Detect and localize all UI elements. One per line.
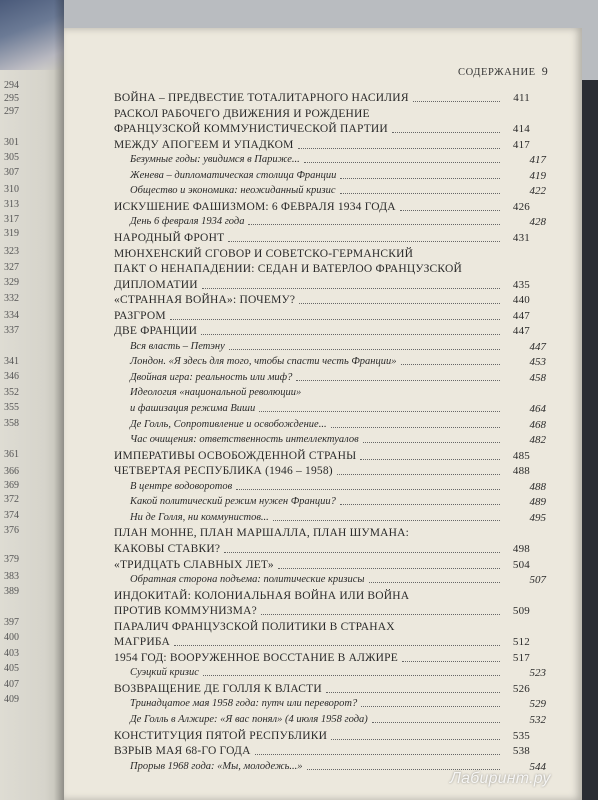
header-title: СОДЕРЖАНИЕ (458, 67, 536, 78)
left-page-number: 313 (4, 199, 19, 210)
toc-entry-title: «ТРИДЦАТЬ СЛАВНЫХ ЛЕТ» (114, 558, 274, 571)
left-page-number: 327 (4, 262, 19, 273)
toc-leader-dots (296, 380, 500, 381)
left-page-number: 323 (4, 246, 19, 257)
toc-entry (114, 450, 530, 462)
toc-leader-dots (363, 442, 500, 443)
left-page-number: 355 (4, 402, 19, 413)
left-page-number: 407 (4, 679, 19, 690)
left-page-number: 329 (4, 277, 19, 288)
toc-entry (114, 512, 546, 523)
left-page-number: 307 (4, 167, 19, 178)
toc-leader-dots (236, 489, 500, 490)
toc-entry-page: 507 (529, 574, 546, 587)
toc-entry (114, 667, 546, 678)
toc-entry (114, 605, 530, 617)
toc-entry-title: ПАРАЛИЧ ФРАНЦУЗСКОЙ ПОЛИТИКИ В СТРАНАХ (114, 620, 395, 633)
toc-entry-title: ДИПЛОМАТИИ (114, 278, 198, 291)
toc-entry-title: Де Голль в Алжире: «Я вас понял» (4 июля 1958 года) (130, 714, 368, 725)
toc-entry-title: МАГРИБА (114, 636, 171, 649)
toc-entry-title: ПАКТ О НЕНАПАДЕНИИ: СЕДАН И ВАТЕРЛОО ФРАНЦУЗСКОЙ (114, 263, 463, 276)
toc-entry (114, 403, 546, 414)
toc-leader-dots (248, 224, 500, 225)
toc-entry-title: ИНДОКИТАЙ: КОЛОНИАЛЬНАЯ ВОЙНА ИЛИ ВОЙНА (114, 589, 410, 602)
toc-entry (114, 387, 546, 398)
left-page-number: 310 (4, 184, 19, 195)
toc-entry-page: 422 (529, 185, 546, 198)
toc-entry (114, 527, 530, 539)
left-page-number: 374 (4, 510, 19, 521)
toc-leader-dots (170, 319, 500, 320)
left-page-number: 294 (4, 80, 19, 91)
toc-entry-page: 431 (512, 231, 530, 244)
toc-entry-page: 535 (512, 729, 530, 742)
left-page-number: 358 (4, 418, 19, 429)
toc-entry (114, 683, 530, 695)
toc-entry (114, 310, 530, 322)
toc-entry (114, 232, 530, 244)
toc-entry-page: 544 (529, 760, 546, 773)
toc-entry-title: Ни де Голля, ни коммунистов... (130, 511, 269, 523)
toc-entry-title: Общество и экономика: неожиданный кризис (130, 185, 336, 197)
toc-leader-dots (298, 148, 500, 149)
toc-entry (114, 154, 546, 165)
toc-leader-dots (304, 162, 500, 163)
toc-entry-page: 523 (529, 667, 546, 680)
left-page-number: 409 (4, 694, 19, 705)
labirint-watermark: Лабиринт.ру (450, 770, 551, 787)
toc-entry-title: ЧЕТВЕРТАЯ РЕСПУБЛИКА (1946 – 1958) (114, 465, 333, 478)
toc-leader-dots (337, 474, 500, 475)
toc-entry-page: 426 (512, 200, 530, 213)
toc-entry-title: Какой политический режим нужен Франции? (130, 496, 336, 508)
toc-entry (114, 745, 530, 757)
toc-entry-page: 495 (529, 511, 546, 524)
toc-entry-page: 458 (529, 371, 546, 384)
left-page-number: 295 (4, 93, 19, 104)
toc-leader-dots (201, 334, 500, 335)
toc-entry (114, 294, 530, 306)
toc-entry-page: 411 (513, 92, 530, 104)
book-cover-edge (582, 80, 598, 800)
toc-entry (114, 92, 530, 104)
toc-leader-dots (402, 661, 500, 662)
toc-entry-title: МЮНХЕНСКИЙ СГОВОР И СОВЕТСКО-ГЕРМАНСКИЙ (114, 247, 414, 260)
toc-entry (114, 248, 530, 260)
left-page-number: 369 (4, 480, 19, 491)
header-page-number: 9 (541, 64, 549, 78)
toc-entry-title: ВЗРЫВ МАЯ 68-ГО ГОДА (114, 745, 251, 758)
toc-entry-page: 447 (529, 340, 546, 353)
toc-entry-page: 488 (512, 465, 530, 478)
left-page-number: 400 (4, 632, 19, 643)
toc-leader-dots (224, 552, 500, 553)
toc-entry-title: ВОЗВРАЩЕНИЕ ДЕ ГОЛЛЯ К ВЛАСТИ (114, 682, 322, 695)
toc-leader-dots (340, 178, 500, 179)
toc-entry (114, 636, 530, 648)
toc-entry-page: 428 (529, 216, 546, 229)
toc-leader-dots (228, 241, 500, 242)
left-page-number: 366 (4, 466, 19, 477)
toc-entry-page: 464 (529, 403, 546, 415)
left-page-number: 334 (4, 310, 19, 321)
left-page-number: 361 (4, 449, 19, 460)
toc-entry-title: Де Голль, Сопротивление и освобождение... (130, 418, 327, 430)
toc-entry-title: ФРАНЦУЗСКОЙ КОММУНИСТИЧЕСКОЙ ПАРТИИ (114, 123, 388, 136)
toc-entry (114, 216, 546, 227)
toc-leader-dots (202, 288, 500, 289)
toc-entry-page: 447 (512, 325, 530, 338)
toc-entry-page: 532 (529, 714, 546, 726)
toc-entry-page: 468 (529, 418, 546, 431)
toc-entry (114, 590, 530, 602)
spine-shadow (54, 0, 64, 800)
toc-leader-dots (369, 582, 500, 583)
toc-entry (114, 543, 530, 555)
toc-entry-title: Женева – дипломатическая столица Франции (130, 169, 337, 181)
toc-entry (114, 714, 546, 725)
toc-leader-dots (331, 427, 500, 428)
toc-entry-title: ДВЕ ФРАНЦИИ (114, 325, 198, 338)
left-page-number: 332 (4, 293, 19, 304)
toc-leader-dots (392, 132, 500, 133)
toc-entry-page: 482 (529, 434, 546, 447)
toc-entry (114, 559, 530, 571)
toc-leader-dots (401, 364, 500, 365)
toc-entry-title: В центре водоворотов (130, 480, 233, 492)
toc-entry-title: и фашизация режима Виши (130, 403, 256, 414)
toc-entry (114, 434, 546, 445)
toc-entry (114, 341, 546, 352)
toc-entry-title: ИМПЕРАТИВЫ ОСВОБОЖДЕННОЙ СТРАНЫ (114, 449, 357, 462)
toc-leader-dots (299, 303, 500, 304)
left-page-number: 341 (4, 356, 19, 367)
left-page-number: 379 (4, 554, 19, 565)
left-page-number: 305 (4, 152, 19, 163)
toc-leader-dots (273, 520, 500, 521)
toc-entry (114, 108, 530, 120)
toc-entry (114, 419, 546, 430)
toc-entry-page: 419 (529, 169, 546, 182)
running-header (458, 64, 548, 79)
toc-entry (114, 325, 530, 337)
toc-entry-title: МЕЖДУ АПОГЕЕМ И УПАДКОМ (114, 138, 294, 151)
toc-leader-dots (278, 568, 500, 569)
toc-entry-page: 447 (512, 309, 530, 322)
toc-leader-dots (255, 754, 500, 755)
left-page-number: 319 (4, 228, 19, 239)
toc-leader-dots (174, 645, 500, 646)
toc-entry-title: ПЛАН МОННЕ, ПЛАН МАРШАЛЛА, ПЛАН ШУМАНА: (114, 527, 410, 540)
toc-entry-title: Прорыв 1968 года: «Мы, молодежь...» (130, 760, 303, 772)
left-page-number: 337 (4, 325, 19, 336)
toc-entry-page: 509 (512, 605, 530, 618)
toc-entry-title: Идеология «национальной революции» (130, 387, 302, 399)
toc-entry-page: 529 (529, 698, 546, 711)
toc-leader-dots (340, 193, 500, 194)
left-page-number: 376 (4, 525, 19, 536)
left-page-number: 346 (4, 371, 19, 382)
toc-entry-page: 414 (512, 123, 530, 136)
toc-entry-title: Безумные годы: увидимся в Париже... (130, 154, 300, 166)
toc-entry-title: КАКОВЫ СТАВКИ? (114, 542, 221, 555)
toc-leader-dots (261, 614, 500, 615)
toc-entry-title: Час очищения: ответственность интеллектуалов (130, 434, 359, 446)
toc-entry-title: ПРОТИВ КОММУНИЗМА? (114, 605, 257, 618)
left-page-number: 397 (4, 617, 19, 628)
toc-entry-title: НАРОДНЫЙ ФРОНТ (114, 231, 225, 244)
toc-entry-page: 538 (512, 745, 530, 758)
toc-entry (114, 465, 530, 477)
toc-entry-page: 417 (512, 138, 530, 151)
toc-leader-dots (360, 459, 500, 460)
toc-leader-dots (203, 675, 500, 676)
toc-entry (114, 652, 530, 664)
toc-leader-dots (259, 411, 500, 412)
toc-entry (114, 698, 546, 709)
left-page-number: 403 (4, 648, 19, 659)
left-page-number: 352 (4, 387, 19, 398)
toc-entry (114, 263, 530, 275)
left-page-number: 389 (4, 586, 19, 597)
toc-entry-title: «СТРАННАЯ ВОЙНА»: ПОЧЕМУ? (114, 294, 296, 307)
toc-entry-page: 485 (512, 449, 530, 462)
toc-entry (114, 201, 530, 213)
toc-entry-title: Тринадцатое мая 1958 года: путч или переворот? (130, 698, 358, 710)
toc-entry-title: Обратная сторона подъема: политические кризисы (130, 574, 365, 586)
toc-entry-title: Двойная игра: реальность или миф? (130, 371, 293, 383)
toc-entry-page: 526 (512, 682, 530, 695)
toc-entry-title: КОНСТИТУЦИЯ ПЯТОЙ РЕСПУБЛИКИ (114, 729, 328, 742)
toc-entry (114, 621, 530, 633)
toc-entry-title: РАСКОЛ РАБОЧЕГО ДВИЖЕНИЯ И РОЖДЕНИЕ (114, 107, 370, 120)
left-page-number: 297 (4, 106, 19, 117)
left-page (0, 0, 64, 800)
toc-entry-title: Суэцкий кризис (130, 667, 199, 679)
toc-entry (114, 496, 546, 507)
toc-leader-dots (361, 706, 500, 707)
left-page-number: 383 (4, 571, 19, 582)
toc-leader-dots (413, 101, 500, 102)
toc-leader-dots (400, 210, 500, 211)
toc-entry (114, 730, 530, 742)
left-page-number: 372 (4, 494, 19, 505)
toc-entry (114, 481, 546, 492)
toc-entry (114, 170, 546, 181)
toc-entry-title: 1954 ГОД: ВООРУЖЕННОЕ ВОССТАНИЕ В АЛЖИРЕ (114, 651, 398, 664)
toc-entry-page: 435 (512, 278, 530, 291)
toc-entry-page: 498 (512, 542, 530, 555)
toc-entry (114, 139, 530, 151)
toc-entry (114, 372, 546, 383)
toc-entry-page: 453 (529, 356, 546, 369)
left-page-number: 301 (4, 137, 19, 148)
toc-entry-page: 489 (529, 496, 546, 509)
toc-entry (114, 356, 546, 367)
toc-leader-dots (372, 722, 500, 723)
toc-entry-page: 440 (512, 294, 530, 307)
toc-entry-title: Вся власть – Петэну (130, 340, 225, 352)
toc-entry-page: 417 (529, 154, 546, 167)
left-page-number: 317 (4, 214, 19, 225)
toc-entry-title: День 6 февраля 1934 года (130, 216, 245, 228)
left-page-number: 405 (4, 663, 19, 674)
toc-entry-page: 512 (512, 636, 530, 649)
toc-entry-title: ИСКУШЕНИЕ ФАШИЗМОМ: 6 ФЕВРАЛЯ 1934 ГОДА (114, 200, 396, 213)
toc-entry (114, 279, 530, 291)
toc-entry-title: РАЗГРОМ (114, 309, 166, 322)
toc-entry-page: 488 (529, 480, 546, 493)
toc-entry-title: Лондон. «Я здесь для того, чтобы спасти честь Франции» (130, 356, 397, 368)
toc-leader-dots (340, 504, 500, 505)
toc-leader-dots (331, 739, 500, 740)
toc-entry (114, 123, 530, 135)
toc-leader-dots (229, 349, 500, 350)
toc-entry-page: 517 (512, 651, 530, 664)
toc-entry-title: ВОЙНА – ПРЕДВЕСТИЕ ТОТАЛИТАРНОГО НАСИЛИЯ (114, 92, 409, 104)
toc-leader-dots (326, 692, 500, 693)
toc-entry-page: 504 (512, 558, 530, 571)
toc-entry (114, 574, 546, 585)
toc-entry (114, 185, 546, 196)
